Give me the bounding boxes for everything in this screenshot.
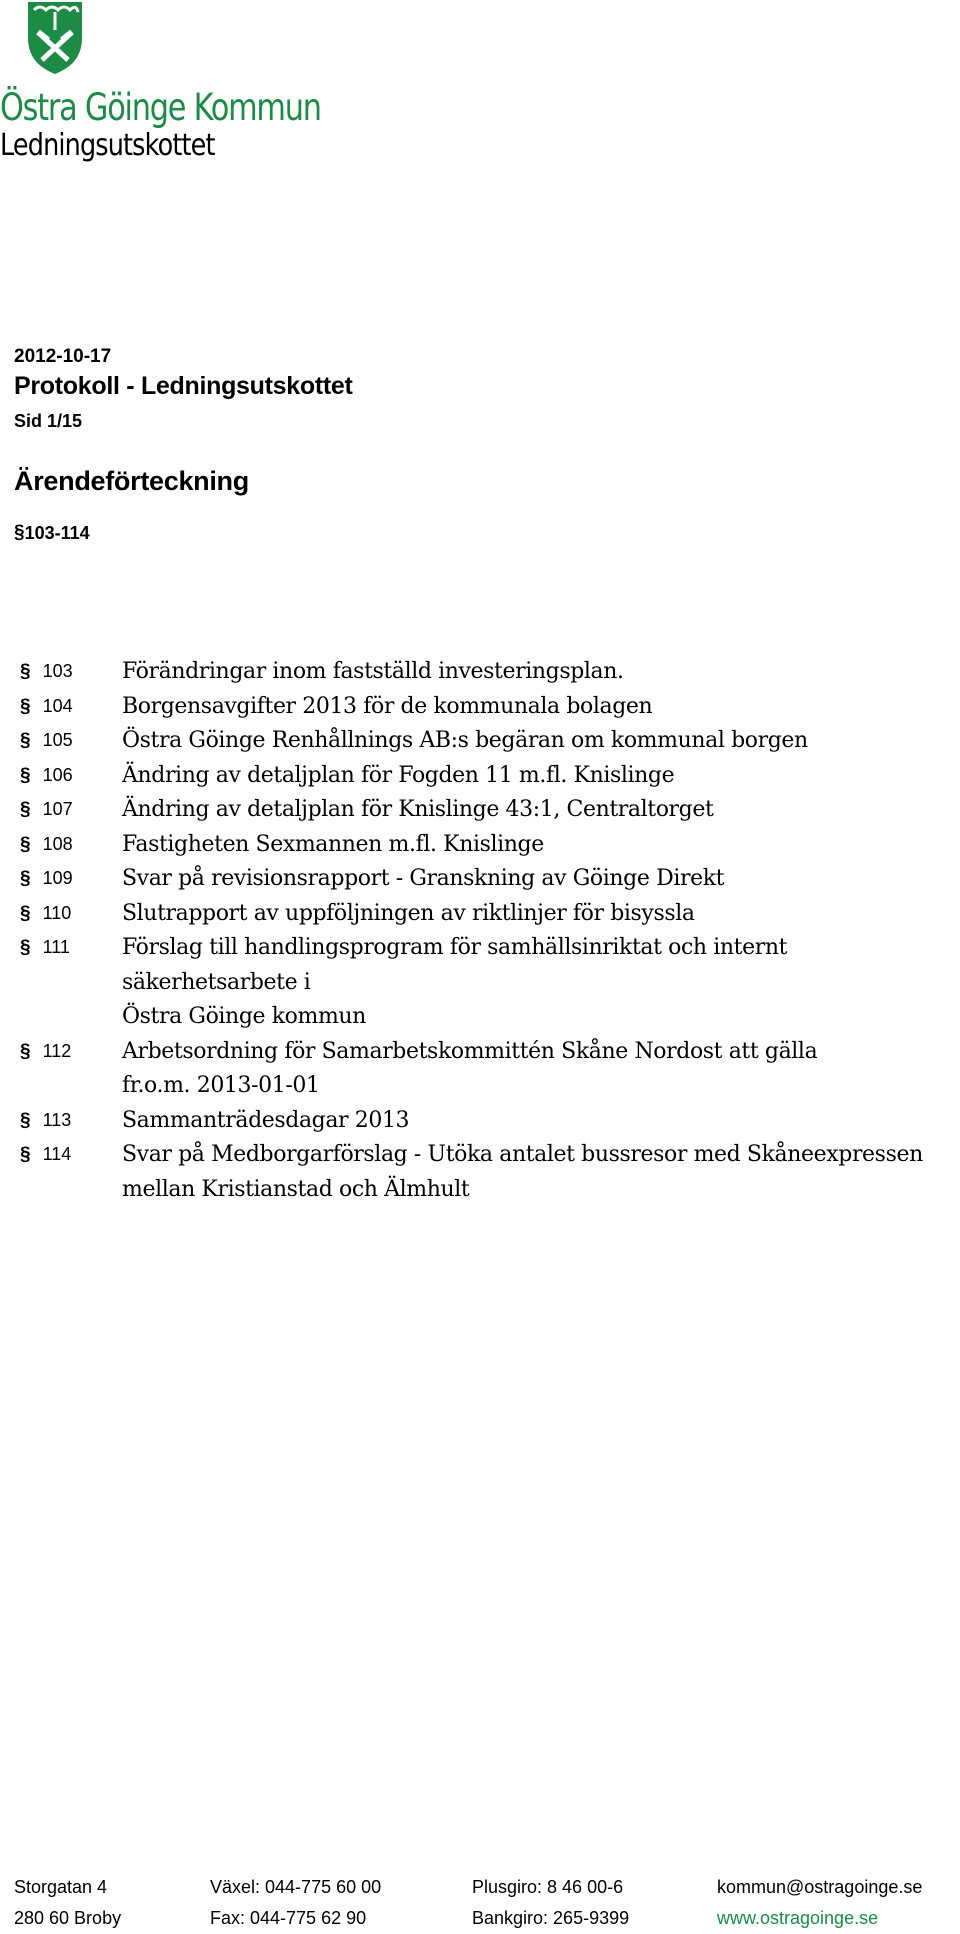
agenda-item — [20, 828, 960, 863]
agenda-item-text — [122, 1035, 960, 1104]
footer-address — [14, 1872, 121, 1934]
agenda-item — [20, 931, 960, 1035]
agenda-item-number — [20, 862, 122, 890]
item-number: 114 — [42, 1144, 72, 1164]
agenda-item-number — [20, 1035, 122, 1063]
agenda-item-text: Sammanträdesdagar 2013 — [122, 1107, 410, 1133]
footer-street: Storgatan 4 — [14, 1877, 108, 1897]
agenda-item-number — [20, 793, 122, 821]
document-title: Protokoll - Ledningsutskottet — [14, 372, 353, 400]
agenda-item-text-line: Östra Göinge kommun — [122, 1004, 366, 1029]
agenda-item-text: Förändringar inom fastställd investeringsplan. — [122, 659, 624, 684]
section-range — [14, 522, 90, 544]
section-symbol: § — [20, 730, 31, 751]
item-number: 107 — [42, 799, 73, 819]
footer-plusgiro: Plusgiro: 8 46 00-6 — [472, 1877, 624, 1897]
item-number: 109 — [42, 868, 73, 888]
agenda-item-number — [20, 931, 122, 959]
item-number: 106 — [42, 764, 73, 785]
agenda-item-text: Slutrapport av uppföljningen av riktlinjer för bisyssla — [122, 900, 695, 926]
footer-switchboard: Växel: 044-775 60 00 — [210, 1877, 382, 1897]
page-number: Sid 1/15 — [14, 411, 83, 431]
page-heading: Ärendeförteckning — [14, 466, 249, 496]
footer-giro — [472, 1872, 629, 1934]
agenda-item-text: Ändring av detaljplan för Knislinge 43:1, Centraltorget — [122, 797, 714, 822]
item-number: 112 — [42, 1040, 72, 1061]
agenda-item-number — [20, 759, 122, 787]
agenda-item — [20, 1104, 960, 1139]
section-symbol: § — [20, 661, 31, 682]
section-symbol: § — [20, 1040, 31, 1062]
agenda-item — [20, 793, 960, 828]
agenda-item — [20, 1138, 960, 1207]
agenda-item-number — [20, 897, 122, 925]
section-range-text: 103-114 — [24, 522, 90, 543]
agenda-item-number — [20, 724, 122, 752]
section-symbol: § — [20, 695, 31, 717]
item-number: 111 — [42, 937, 70, 957]
section-symbol: § — [20, 764, 31, 786]
agenda-item — [20, 655, 960, 690]
footer-email-link[interactable]: kommun@ostragoinge.se — [717, 1877, 923, 1897]
department-name: Ledningsutskottet — [0, 128, 215, 163]
footer-phone — [210, 1872, 381, 1934]
item-number: 104 — [42, 695, 73, 716]
section-symbol: § — [20, 1109, 31, 1131]
agenda-item — [20, 897, 960, 932]
agenda-item-number — [20, 655, 122, 683]
footer-postal: 280 60 Broby — [14, 1908, 122, 1928]
agenda-item-number — [20, 1138, 122, 1166]
agenda-item-text-line: Förslag till handlingsprogram för samhällsinriktat och internt säkerhetsarbete i — [122, 935, 788, 995]
agenda-item-text — [122, 931, 960, 1035]
agenda-item-text: Borgensavgifter 2013 för de kommunala bolagen — [122, 693, 653, 719]
agenda-item-number — [20, 690, 122, 718]
agenda-list — [20, 655, 960, 1207]
agenda-item — [20, 690, 960, 725]
footer-contact — [717, 1872, 922, 1934]
section-symbol: § — [20, 937, 31, 958]
agenda-item — [20, 724, 960, 759]
item-number: 103 — [42, 661, 73, 681]
agenda-item-text: Fastigheten Sexmannen m.fl. Knislinge — [122, 831, 544, 857]
footer-website-link[interactable]: www.ostragoinge.se — [717, 1908, 879, 1928]
agenda-item-text: Svar på revisionsrapport - Granskning av Göinge Direkt — [122, 866, 725, 891]
section-symbol: § — [20, 799, 31, 820]
item-number: 108 — [42, 833, 73, 854]
item-number: 110 — [42, 902, 72, 923]
footer-fax: Fax: 044-775 62 90 — [210, 1908, 367, 1928]
section-symbol: § — [20, 1144, 31, 1165]
section-symbol: § — [14, 522, 25, 543]
organization-name: Östra Göinge Kommun — [0, 86, 321, 129]
agenda-item — [20, 759, 960, 794]
section-symbol: § — [20, 902, 31, 924]
footer-bankgiro: Bankgiro: 265-9399 — [472, 1908, 630, 1928]
agenda-item-text: Ändring av detaljplan för Fogden 11 m.fl. Knislinge — [122, 762, 675, 788]
meeting-date: 2012-10-17 — [14, 346, 112, 367]
agenda-item-text: Östra Göinge Renhållnings AB:s begäran om kommunal borgen — [122, 728, 808, 753]
agenda-item — [20, 862, 960, 897]
item-number: 105 — [42, 730, 73, 750]
agenda-item-text-line: Arbetsordning för Samarbetskommittén Skåne Nordost att gälla — [122, 1038, 818, 1064]
agenda-item-text-line: fr.o.m. 2013-01-01 — [122, 1073, 320, 1098]
agenda-item-text-line: Svar på Medborgarförslag - Utöka antalet bussresor med Skåneexpressen — [122, 1142, 923, 1167]
agenda-item — [20, 1035, 960, 1104]
municipal-coat-of-arms-logo — [26, 0, 84, 76]
agenda-item-number — [20, 1104, 122, 1132]
section-symbol: § — [20, 868, 31, 889]
agenda-item-text — [122, 1138, 960, 1207]
agenda-item-number — [20, 828, 122, 856]
item-number: 113 — [42, 1109, 72, 1130]
agenda-item-text-line: mellan Kristianstad och Älmhult — [122, 1176, 470, 1202]
section-symbol: § — [20, 833, 31, 855]
